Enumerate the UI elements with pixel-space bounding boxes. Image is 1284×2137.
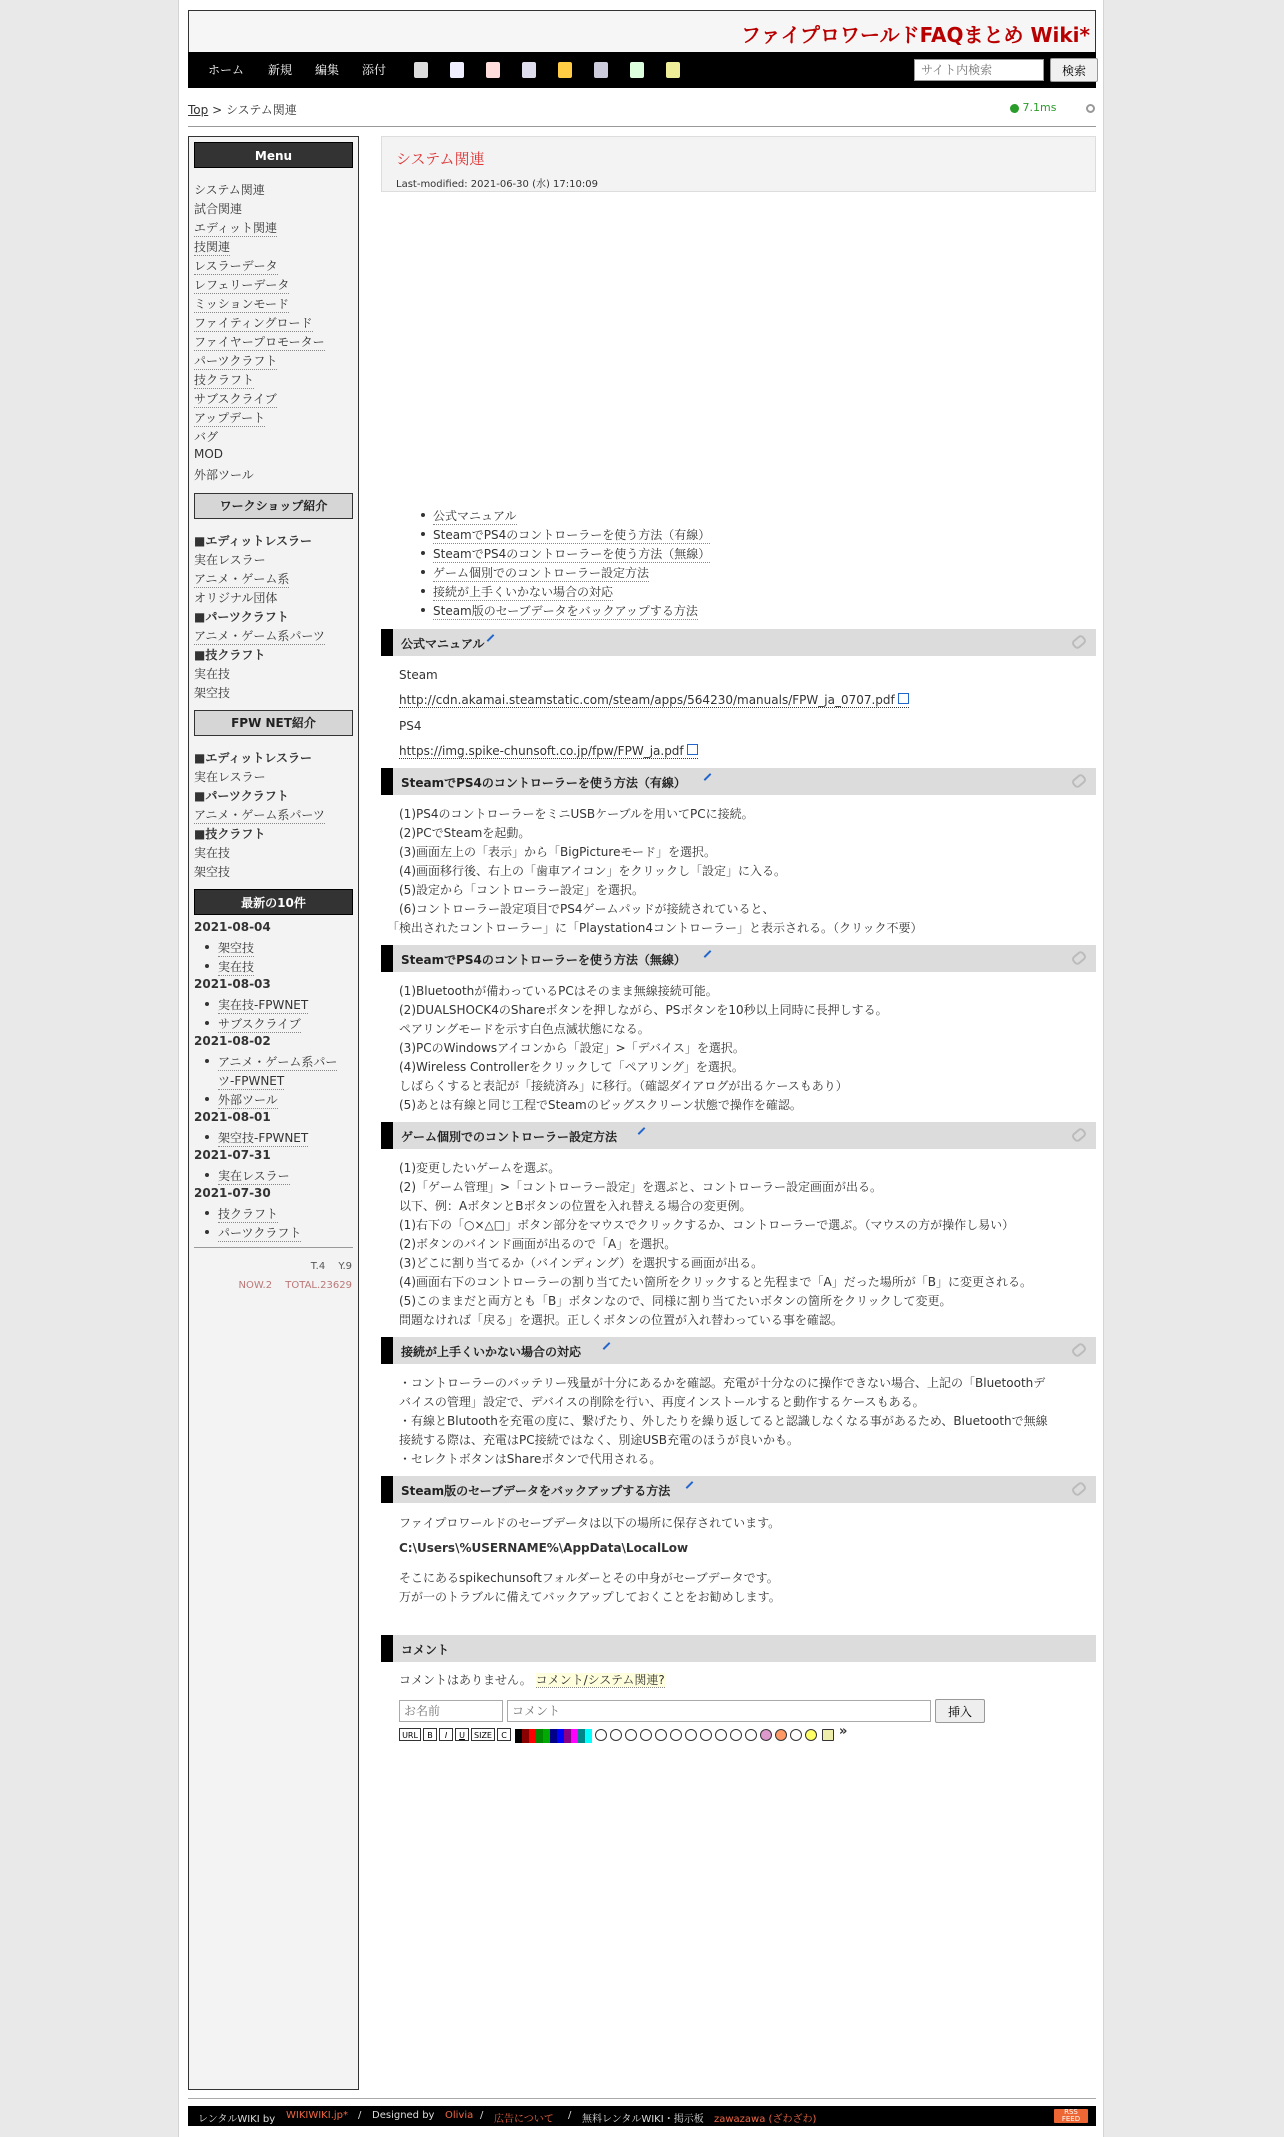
- title-box: [381, 136, 1096, 192]
- section-heading: [381, 629, 1096, 656]
- breadcrumb-separator: >: [208, 103, 226, 117]
- bullet: [421, 589, 425, 593]
- section-heading: [381, 768, 1096, 795]
- breadcrumb-current: システム関連: [225, 103, 297, 117]
- sidebar-item-system[interactable]: システム関連: [194, 183, 265, 197]
- recent-date: 2021-07-30: [194, 1186, 271, 1200]
- body-text: (3)どこに割り当てるか（バインディング）を選択する画面が出る。: [399, 1256, 764, 1270]
- body-text: ・有線とBlutoothを充電の度に、繋げたり、外したりを繰り返してると認識しなくなる事があるため、Bluetoothで無線: [399, 1414, 1048, 1428]
- page-list-icon[interactable]: [594, 62, 608, 78]
- fpwnet-link[interactable]: 実在レスラー: [194, 770, 266, 784]
- sidebar-item-update[interactable]: アップデート: [194, 411, 266, 425]
- comment-none-text: [399, 1671, 665, 1688]
- nav-edit[interactable]: 編集: [315, 63, 340, 77]
- section-title: コメント: [401, 1643, 450, 1657]
- body-text: (5)あとは有線と同じ工程でSteamのビッグスクリーン状態で操作を確認。: [399, 1098, 802, 1112]
- footer-designed-label: Designed by: [372, 2110, 435, 2121]
- copy-page-icon[interactable]: [450, 62, 464, 78]
- page: [178, 0, 1104, 2137]
- recent-date: 2021-07-31: [194, 1148, 271, 1162]
- breadcrumb: [188, 101, 297, 118]
- color-swatch[interactable]: [522, 1729, 529, 1743]
- recent-link[interactable]: 外部ツール: [218, 1093, 278, 1107]
- section-title: 接続が上手くいかない場合の対応: [401, 1345, 582, 1359]
- color-swatch[interactable]: [585, 1729, 592, 1743]
- workshop-category: ■パーツクラフト: [194, 610, 289, 624]
- recent-link[interactable]: 架空技: [218, 941, 255, 955]
- footer-ad-link[interactable]: 広告について: [494, 2114, 554, 2125]
- counter-total: NOW.2 TOTAL.23629: [238, 1280, 352, 1291]
- body-text: (4)Wireless Controllerをクリックして「ペアリング」を選択。: [399, 1060, 744, 1074]
- counter-today-yesterday: T.4 Y.9: [310, 1261, 352, 1272]
- recent-link[interactable]: 実在レスラー: [218, 1169, 290, 1183]
- body-text: (2)ボタンのバインド画面が出るので「A」を選択。: [399, 1237, 677, 1251]
- format-color-button[interactable]: C: [497, 1728, 511, 1741]
- worried-icon[interactable]: [685, 1729, 697, 1741]
- fpwnet-category: ■パーツクラフト: [194, 789, 289, 803]
- recent-link[interactable]: 実在技: [218, 960, 255, 974]
- recent-heading: 最新の10件: [194, 889, 353, 915]
- body-text: (6)コントローラー設定項目でPS4ゲームパッドが接続されていると、: [399, 902, 775, 916]
- body-text: (5)設定から「コントローラー設定」を選択。: [399, 883, 644, 897]
- body-text: (3)PCのWindowsアイコンから「設定」>「デバイス」を選択。: [399, 1041, 745, 1055]
- sidebar-item-fighting-road[interactable]: ファイティングロード: [194, 316, 313, 330]
- sidebar-item-bug[interactable]: バグ: [194, 430, 219, 444]
- sidebar-item-mod[interactable]: MOD: [194, 447, 224, 461]
- divider: [188, 126, 1096, 127]
- format-underline-button[interactable]: U: [455, 1728, 469, 1741]
- bullet: [205, 1059, 209, 1063]
- sad-icon[interactable]: [670, 1729, 682, 1741]
- sidebar: [188, 136, 359, 2090]
- body-text: (1)PS4のコントローラーをミニUSBケーブルを用いてPCに接続。: [399, 807, 754, 821]
- color-swatch[interactable]: [529, 1729, 536, 1743]
- color-swatch[interactable]: [543, 1729, 550, 1743]
- sidebar-item-moves[interactable]: 技関連: [194, 240, 231, 254]
- tear-icon[interactable]: [715, 1729, 727, 1741]
- external-link[interactable]: [399, 744, 698, 759]
- fpwnet-link[interactable]: 実在技: [194, 846, 231, 860]
- bullet: [205, 1230, 209, 1234]
- body-text: (4)画面移行後、右上の「歯車アイコン」をクリックし「設定」に入る。: [399, 864, 786, 878]
- anchor-link-icon[interactable]: [1070, 634, 1087, 651]
- footer-free-rental[interactable]: 無料レンタルWIKI・掲示板: [582, 2114, 704, 2125]
- top-navbar: [188, 52, 1096, 88]
- divider: [194, 1247, 353, 1248]
- bullet: [421, 570, 425, 574]
- sidebar-item-parts-craft[interactable]: パーツクラフト: [194, 354, 278, 368]
- body-text: 「検出されたコントローラー」に「Playstation4コントローラー」と表示される。（クリック不要）: [387, 921, 923, 935]
- body-text: 以下、例：AボタンとBボタンの位置を入れ替える場合の変更例。: [399, 1199, 752, 1213]
- star-icon[interactable]: [775, 1729, 787, 1741]
- section-heading: [381, 945, 1096, 972]
- workshop-link[interactable]: アニメ・ゲーム系パーツ: [194, 629, 325, 643]
- recent-date: 2021-08-03: [194, 977, 271, 991]
- workshop-link[interactable]: 実在技: [194, 667, 231, 681]
- comment-page-link[interactable]: コメント/システム関連?: [535, 1673, 665, 1687]
- section-title: SteamでPS4のコントローラーを使う方法（有線）: [401, 776, 686, 790]
- search-input[interactable]: [914, 59, 1044, 81]
- body-text: (5)このままだと両方とも「B」ボタンなので、同様に割り当てたいボタンの箇所をクリックして変更。: [399, 1294, 952, 1308]
- fpwnet-category: ■技クラフト: [194, 827, 266, 841]
- color-swatch[interactable]: [578, 1729, 585, 1743]
- anchor-link-icon[interactable]: [1070, 1481, 1087, 1498]
- last-modified: Last-modified: 2021-06-30 (水) 17:10:09: [396, 179, 598, 190]
- edit-pencil-icon[interactable]: [704, 773, 712, 781]
- fpwnet-link[interactable]: 架空技: [194, 865, 231, 879]
- speed-icon: [1010, 104, 1019, 113]
- recent-link[interactable]: ツ-FPWNET: [218, 1074, 285, 1088]
- recent-changes-icon[interactable]: [630, 62, 644, 78]
- bullet: [205, 1002, 209, 1006]
- diff-icon[interactable]: [486, 62, 500, 78]
- format-bold-button[interactable]: B: [423, 1728, 437, 1741]
- oh-icon[interactable]: [640, 1729, 652, 1741]
- recent-link[interactable]: 実在技-FPWNET: [218, 998, 309, 1012]
- format-italic-button[interactable]: I: [439, 1728, 453, 1741]
- body-text: (4)画面右下のコントローラーの割り当てたい箇所をクリックすると先程まで「A」だった場所が「B」に変更される。: [399, 1275, 1032, 1289]
- bulb-icon[interactable]: [805, 1729, 817, 1741]
- sidebar-item-referee-data[interactable]: レフェリーデータ: [194, 278, 290, 292]
- section-heading: [381, 1476, 1096, 1503]
- divider: [188, 2098, 1096, 2099]
- toc-item[interactable]: ゲーム個別でのコントローラー設定方法: [433, 566, 650, 580]
- fpwnet-heading: FPW NET紹介: [194, 710, 353, 736]
- body-text: バイスの管理」設定で、デバイスの削除を行い、再度インストールすると動作するケースもある。: [399, 1395, 925, 1409]
- edit-pencil-icon[interactable]: [638, 1127, 646, 1135]
- footer-separator: /: [358, 2110, 362, 2121]
- body-text: (3)画面左上の「表示」から「BigPictureモード」を選択。: [399, 845, 716, 859]
- nav-attach[interactable]: 添付: [362, 63, 387, 77]
- help-icon[interactable]: [666, 62, 680, 78]
- fpwnet-link[interactable]: アニメ・ゲーム系パーツ: [194, 808, 325, 822]
- body-text: Steam: [399, 668, 438, 682]
- color-swatch[interactable]: [536, 1729, 543, 1743]
- page-title[interactable]: システム関連: [396, 150, 485, 168]
- rss-feed-icon[interactable]: RSS FEED: [1054, 2109, 1088, 2123]
- toc-item[interactable]: SteamでPS4のコントローラーを使う方法（有線）: [433, 528, 711, 542]
- angry-icon[interactable]: [730, 1729, 742, 1741]
- bullet: [421, 513, 425, 517]
- workshop-category: ■エディットレスラー: [194, 534, 313, 548]
- color-swatch[interactable]: [557, 1729, 564, 1743]
- body-text: ファイプロワールドのセーブデータは以下の場所に保存されています。: [399, 1516, 781, 1530]
- sidebar-item-promoter[interactable]: ファイヤープロモーター: [194, 335, 325, 349]
- anchor-link-icon[interactable]: [1070, 1127, 1087, 1144]
- toc-item[interactable]: 接続が上手くいかない場合の対応: [433, 585, 614, 599]
- body-text: (1)右下の「○×△□」ボタン部分をマウスでクリックするか、コントローラーで選ぶ。（マウスの方が操作し易い）: [399, 1218, 1015, 1232]
- comment-insert-button[interactable]: 挿入: [935, 1699, 985, 1723]
- color-swatch[interactable]: [564, 1729, 571, 1743]
- color-swatch[interactable]: [571, 1729, 578, 1743]
- smile-icon[interactable]: [595, 1729, 607, 1741]
- body-text: 万が一のトラブルに備えてバックアップしておくことをお勧めします。: [399, 1590, 781, 1604]
- nav-home[interactable]: ホーム: [208, 63, 245, 77]
- section-heading: [381, 1337, 1096, 1364]
- color-swatch[interactable]: [550, 1729, 557, 1743]
- body-text: そこにあるspikechunsoftフォルダーとその中身がセーブデータです。: [399, 1571, 779, 1585]
- workshop-link[interactable]: オリジナル団体: [194, 591, 278, 605]
- note-icon[interactable]: [822, 1729, 834, 1741]
- backup-icon[interactable]: [522, 62, 536, 78]
- menu-heading: Menu: [194, 142, 353, 168]
- link-text: https://img.spike-chunsoft.co.jp/fpw/FPW_ja.pdf: [399, 744, 684, 758]
- section-title: SteamでPS4のコントローラーを使う方法（無線）: [401, 953, 686, 967]
- body-text: (2)DUALSHOCK4のShareボタンを押しながら、PSボタンを10秒以上同時に長押しする。: [399, 1003, 888, 1017]
- render-timing: [1010, 101, 1095, 114]
- footer: [188, 2106, 1096, 2126]
- pencil-icon[interactable]: [414, 62, 428, 78]
- more-icon[interactable]: »: [839, 1724, 848, 1739]
- format-url-button[interactable]: URL: [399, 1728, 421, 1741]
- footer-rental-label: レンタルWIKI by: [198, 2114, 276, 2125]
- body-text: しばらくすると表記が「接続済み」に移行。（確認ダイアログが出るケースもあり）: [399, 1079, 848, 1093]
- external-link-icon: [898, 693, 909, 704]
- workshop-heading: ワークショップ紹介: [194, 493, 353, 519]
- nav-new[interactable]: 新規: [268, 63, 293, 77]
- anchor-link-icon[interactable]: [1070, 950, 1087, 967]
- comment-name-input[interactable]: [399, 1700, 503, 1722]
- anchor-link-icon[interactable]: [1070, 1342, 1087, 1359]
- recent-link[interactable]: アニメ・ゲーム系パー: [218, 1055, 338, 1069]
- bullet: [421, 608, 425, 612]
- bullet: [205, 945, 209, 949]
- recent-date: 2021-08-02: [194, 1034, 271, 1048]
- site-title[interactable]: ファイプロワールドFAQまとめ Wiki*: [741, 23, 1090, 47]
- footer-separator: /: [480, 2110, 484, 2121]
- comment-none-label: コメントはありません。: [399, 1673, 532, 1687]
- comment-heading: [381, 1635, 1096, 1662]
- toc-item[interactable]: SteamでPS4のコントローラーを使う方法（無線）: [433, 547, 711, 561]
- comment-text-input[interactable]: [507, 1700, 931, 1722]
- bigsmile-icon[interactable]: [610, 1729, 622, 1741]
- bullet: [421, 551, 425, 555]
- footer-separator: /: [568, 2110, 572, 2121]
- body-text: (2)「ゲーム管理」>「コントローラー設定」を選ぶと、コントローラー設定画面が出る。: [399, 1180, 883, 1194]
- sidebar-item-mission[interactable]: ミッションモード: [194, 297, 290, 311]
- body-text: ペアリングモードを示す白色点滅状態になる。: [399, 1022, 650, 1036]
- recent-link[interactable]: 技クラフト: [218, 1207, 279, 1221]
- recent-link[interactable]: 架空技-FPWNET: [218, 1131, 309, 1145]
- search-button[interactable]: 検索: [1050, 58, 1098, 82]
- section-title: ゲーム個別でのコントローラー設定方法: [401, 1130, 618, 1144]
- sidebar-item-edit[interactable]: エディット関連: [194, 221, 278, 235]
- sidebar-item-match[interactable]: 試合関連: [194, 202, 243, 216]
- surprised-icon[interactable]: [745, 1729, 757, 1741]
- wink-icon[interactable]: [655, 1729, 667, 1741]
- toc-item[interactable]: Steam版のセーブデータをバックアップする方法: [433, 604, 698, 618]
- bullet: [205, 1211, 209, 1215]
- save-data-path: C:\Users\%USERNAME%\AppData\LocalLow: [399, 1541, 689, 1555]
- external-link-icon: [687, 744, 698, 755]
- body-text: (1)変更したいゲームを選ぶ。: [399, 1161, 561, 1175]
- body-text: ・コントローラーのバッテリー残量が十分にあるかを確認。充電が十分なのに操作できない場合、上記の「Bluetoothデ: [399, 1376, 1046, 1390]
- body-text: (1)Bluetoothが備わっているPCはそのまま無線接続可能。: [399, 984, 718, 998]
- external-link[interactable]: [399, 693, 909, 708]
- sidebar-item-move-craft[interactable]: 技クラフト: [194, 373, 255, 387]
- body-text: 問題なければ「戻る」を選択。正しくボタンの位置が入れ替わっている事を確認。: [399, 1313, 843, 1327]
- section-title: 公式マニュアル: [401, 637, 485, 651]
- lock-icon[interactable]: [558, 62, 572, 78]
- body-text: 接続する際は、充電はPC接続ではなく、別途USB充電のほうが良いかも。: [399, 1433, 800, 1447]
- bullet: [205, 1021, 209, 1025]
- link-text: http://cdn.akamai.steamstatic.com/steam/apps/564230/manuals/FPW_ja_0707.pdf: [399, 693, 895, 707]
- recent-date: 2021-08-04: [194, 920, 271, 934]
- edit-pencil-icon[interactable]: [487, 634, 495, 642]
- sidebar-item-external-tools[interactable]: 外部ツール: [194, 468, 254, 482]
- edit-pencil-icon[interactable]: [704, 950, 712, 958]
- body-text: (2)PCでSteamを起動。: [399, 826, 531, 840]
- bullet: [205, 1135, 209, 1139]
- breadcrumb-top-link[interactable]: Top: [188, 103, 209, 117]
- sidebar-item-subscribe[interactable]: サブスクライブ: [194, 392, 277, 406]
- sidebar-item-wrestler-data[interactable]: レスラーデータ: [194, 259, 278, 273]
- recent-link[interactable]: サブスクライブ: [218, 1017, 301, 1031]
- render-time: 7.1ms: [1022, 101, 1057, 114]
- bullet: [205, 964, 209, 968]
- recent-date: 2021-08-01: [194, 1110, 271, 1124]
- huh-icon[interactable]: [625, 1729, 637, 1741]
- toc-item[interactable]: 公式マニュアル: [433, 509, 517, 523]
- gear-icon[interactable]: [1086, 104, 1095, 113]
- workshop-link[interactable]: アニメ・ゲーム系: [194, 572, 290, 586]
- workshop-link[interactable]: 架空技: [194, 686, 231, 700]
- workshop-link[interactable]: 実在レスラー: [194, 553, 266, 567]
- section-heading: [381, 1122, 1096, 1149]
- fpwnet-category: ■エディットレスラー: [194, 751, 313, 765]
- footer-zawazawa-link[interactable]: zawazawa (ざわざわ): [714, 2114, 817, 2125]
- question-icon[interactable]: [790, 1729, 802, 1741]
- recent-link[interactable]: パーツクラフト: [218, 1226, 302, 1240]
- footer-olivia-link[interactable]: Olivia: [445, 2110, 474, 2121]
- bullet: [205, 1097, 209, 1101]
- body-text: PS4: [399, 719, 422, 733]
- section-title: Steam版のセーブデータをバックアップする方法: [401, 1484, 671, 1498]
- bullet: [421, 532, 425, 536]
- body-text: ・セレクトボタンはShareボタンで代用される。: [399, 1452, 662, 1466]
- anchor-link-icon[interactable]: [1070, 773, 1087, 790]
- color-swatch[interactable]: [515, 1729, 522, 1743]
- workshop-category: ■技クラフト: [194, 648, 266, 662]
- bullet: [205, 1173, 209, 1177]
- site-header: [188, 10, 1096, 52]
- footer-wikiwiki-link[interactable]: WIKIWIKI.jp*: [286, 2110, 348, 2121]
- edit-pencil-icon[interactable]: [603, 1342, 611, 1350]
- format-size-button[interactable]: SIZE: [471, 1728, 495, 1741]
- edit-pencil-icon[interactable]: [686, 1481, 694, 1489]
- heart-face-icon[interactable]: [760, 1729, 772, 1741]
- sweat-icon[interactable]: [700, 1729, 712, 1741]
